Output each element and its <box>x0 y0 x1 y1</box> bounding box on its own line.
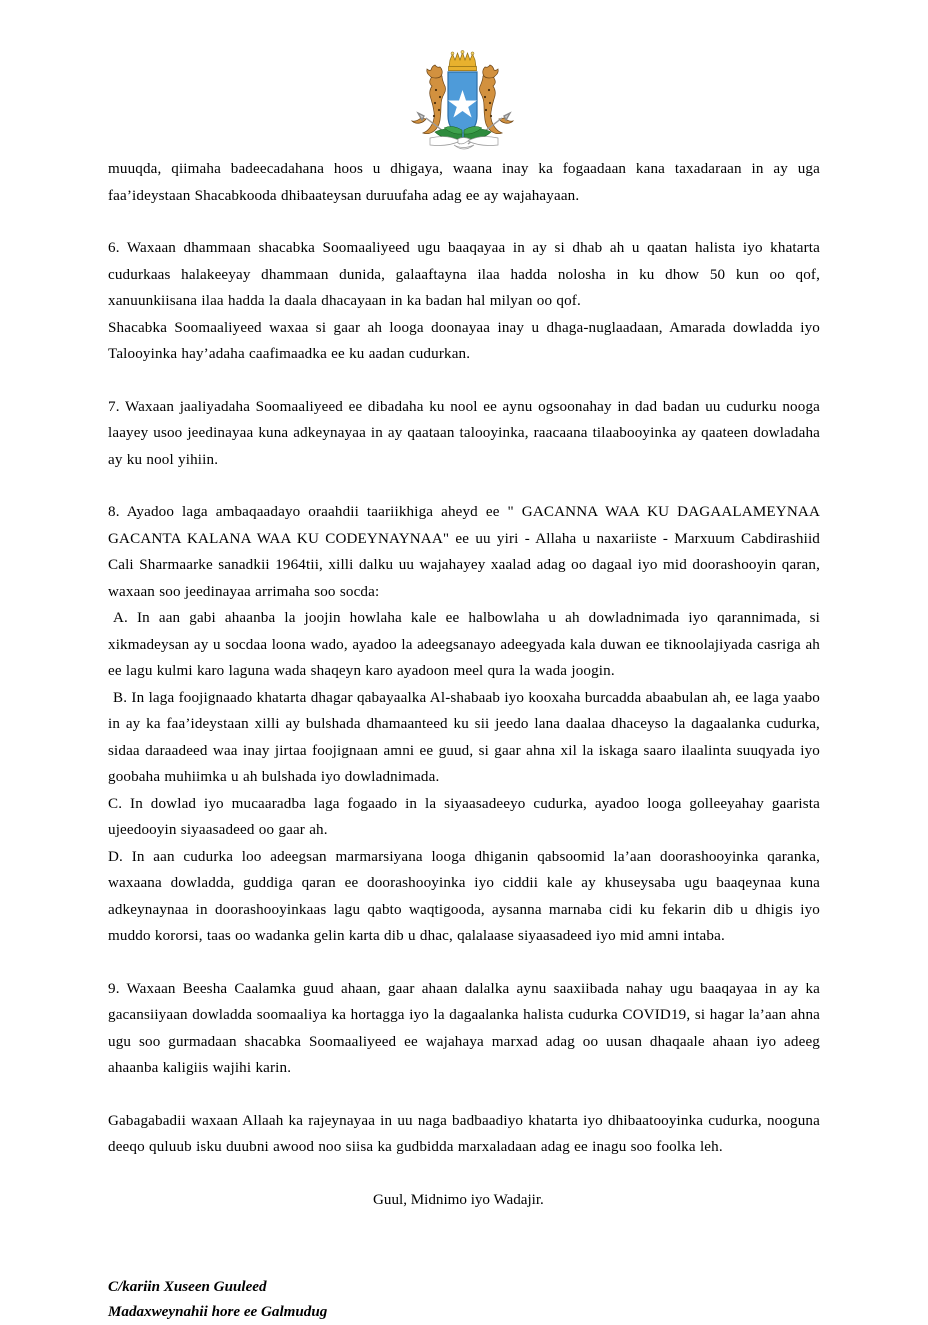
paragraph-spacer <box>108 1082 820 1108</box>
signatory-name: C/kariin Xuseen Guuleed <box>108 1279 267 1295</box>
paragraph-8: 8. Ayadoo laga ambaqaadayo oraahdii taariikhiga aheyd ee " GACANNA WAA KU DAGAALAMEYNAA GACANTA KALANA WAA KU CODEYNAYNAA" ee uu yiri - Allaha u naxariiste - Marxuum Cabdirashiid Cali Sharmaarke sanadkii 1964tii, xilli dalku uu wajahayey xaalad adag oo dagaal iyo mid doorashooyin qaran, waxaan soo jeedinayaa arrimaha soo socda: <box>108 504 820 600</box>
paragraph-7: 7. Waxaan jaaliyadaha Soomaaliyeed ee dibadaha ku nool ee aynu ogsoonahay in dad badan uu cudurku nooga laayey usoo jeedinayaa kuna adkeynayaa in ay qaataan talooyinka, raacaana tilaabooyinka ay qaateen dowladaha ay ku nool yihiin. <box>108 398 820 468</box>
paragraph-8-item-d: D. In aan cudurka loo adeegsan marmarsiyana looga dhiganin qabsoomid la’aan doorashooyinka qaranka, waxaana dowladda, guddiga qaran ee doorashooyinka iyo ciddii kale ay khuseysaba ugu baaqeynaa kuna adkeynaynaa in doorashooyinkaas lagu qabto waqtigooda, aysanna marnaba cidi ku fekarin dib u dhigis iyo muddo kororsi, taas oo wadanka gelin karta dib u dhac, qalalaase siyaasadeed iyo mid amni intaba. <box>108 848 820 944</box>
paragraph-8-item-c: C. In dowlad iyo mucaaradba laga fogaado in la siyaasadeeyo cudurka, ayadoo looga golleeyahay gaarista ujeedooyin siyaasadeed oo gaar ah. <box>108 795 820 838</box>
leopard-supporters-part <box>412 65 446 134</box>
paragraph-8-item-a: A. In aan gabi ahaanba la joojin howlaha kale ee halbowlaha u ah dowladnimada iyo qarannimada, si xikmadeysan ay u socdaa loona wado, ayadoo la adeegsanayo adeegyada kala duwan ee tiknoolajiyada casriga ah ee lagu kulmi karo laguna wada shaqeyn karo ayadoon meel qura la wada joogin. <box>108 610 820 679</box>
signatory-title: Madaxweynahii hore ee Galmudug <box>108 1304 328 1320</box>
paragraph-continued: muuqda, qiimaha badeecadahana hoos u dhigaya, waana inay ka fogaadaan kana taxadaraan in ay uga faa’ideystaan Shacabkooda dhibaateysan duruufaha adag ee ay wajahayaan. <box>108 161 820 204</box>
leopard-supporters-part-right <box>480 65 514 134</box>
somali-coat-of-arms-icon <box>408 46 520 154</box>
paragraph-6: 6. Waxaan dhammaan shacabka Soomaaliyeed ugu baaqayaa in ay si dhab ah u qaatan halista iyo khatarta cudurkaas halakeeyay dhammaan dunida, galaaftayna ilaa hadda nolosha in ku dhow 50 kun oo qof, xanuunkiisana ilaa hadda la daala dhacayaan in ka badan hal milyan oo qof. <box>108 240 820 309</box>
paragraph-spacer <box>108 1161 820 1187</box>
paragraph-6b: Shacabka Soomaaliyeed waxaa si gaar ah looga doonayaa inay u dhaga-nuglaadaan, Amarada dowladda iyo Talooyinka hay’adaha caafimaadka ee ku aadan cudurkan. <box>108 319 820 362</box>
paragraph-8-item-b: B. In laga foojignaado khatarta dhagar qabayaalka Al-shabaab iyo kooxaha burcadda abaabulan ah, ee laga yaabo in ay ka faa’ideystaan xilli ay bulshada dhamaanteed ku sii jeedo lana daalaa dhaceyso la dagaalanka cudurka, sidaa daraadeed waa inay jirtaa foojignaan amni ee guud, si gaar ahna xil la iskaga saaro ilaalinta suuqyada iyo goobaha muhiimka u ah bulshada iyo dowladnimada. <box>108 689 820 785</box>
ribbon-part <box>430 137 498 149</box>
closing-slogan: Guul, Midnimo iyo Wadajir. <box>373 1191 544 1208</box>
crown-part <box>449 50 477 70</box>
paragraph-9: 9. Waxaan Beesha Caalamka guud ahaan, gaar ahaan dalalka aynu saaxiibada nahay ugu baaqayaa in ay ka gacansiiyaan dowladda soomaaliya ka hortagga iyo la dagaalanka halista cudurka COVID19, si hagar la’aan ahna ugu soo gurmadaan shacabka Soomaaliyeed ee wajahaya marxad adag oo uusan dhaqaale ahaan iyo adeeg ahaanba kaligiis wajihi karin. <box>108 980 820 1076</box>
paragraph-spacer <box>108 950 820 976</box>
signature-block <box>108 1275 820 1325</box>
paragraph-spacer <box>108 473 820 499</box>
paragraph-spacer <box>108 368 820 394</box>
signature-spacer <box>108 1213 820 1275</box>
paragraph-spacer <box>108 209 820 235</box>
emblem-container <box>0 46 928 154</box>
paragraph-closing: Gabagabadii waxaan Allaah ka rajeynayaa in uu naga badbaadiyo khatarta iyo dhibaatooyinka cudurka, nooguna deeqo quluub isku duubni awood noo siisa ka gudbidda marxaladaan adag ee inagu soo foolka leh. <box>108 1112 820 1155</box>
document-body <box>108 156 820 1325</box>
